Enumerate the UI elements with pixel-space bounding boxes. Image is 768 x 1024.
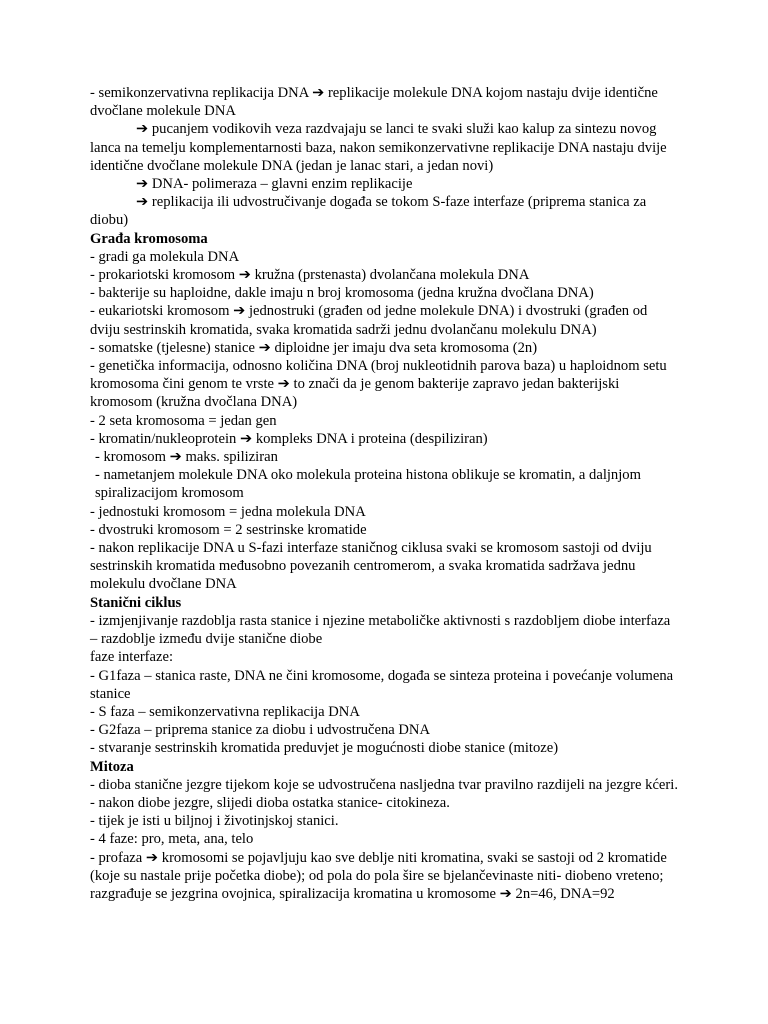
paragraph: - stvaranje sestrinskih kromatida preduvjet je mogućnosti diobe stanice (mitoze): [90, 740, 559, 757]
paragraph: - dioba stanične jezgre tijekom koje se udvostručena nasljedna tvar pravilno razdijeli na jezgre kćeri.: [90, 776, 678, 793]
paragraph: ➔ pucanjem vodikovih veza razdvajaju se lanci te svaki služi kao kalup za sintezu novog lanca na temelju komplementarnosti baza, nakon semikonzervativne replikacije DNA nastaju dvije identične dvočlane molekule DNA (jedan je lanac stari, a jedan novi): [90, 121, 667, 174]
section-heading: Stanični ciklus: [90, 594, 182, 611]
paragraph: - 4 faze: pro, meta, ana, telo: [90, 831, 254, 848]
paragraph: - S faza – semikonzervativna replikacija DNA: [90, 703, 360, 720]
paragraph: ➔ replikacija ili udvostručivanje događa se tokom S-faze interfaze (priprema stanica za diobu): [90, 194, 647, 229]
paragraph: - genetička informacija, odnosno količina DNA (broj nukleotidnih parova baza) u haploidnom setu kromosoma čini genom te vrste ➔ to znači da je genom bakterije zapravo jedan bakterijski kromosom (kružna dvočlana DNA): [90, 358, 667, 411]
paragraph: - jednostuki kromosom = jedna molekula DNA: [90, 503, 366, 520]
document-page: [90, 84, 680, 903]
section-heading: Mitoza: [90, 758, 134, 775]
paragraph: - eukariotski kromosom ➔ jednostruki (građen od jedne molekule DNA) i dvostruki (građen od dviju sestrinskih kromatida, svaka kromatida sadrži jednu dvolančanu molekulu DNA): [90, 303, 648, 338]
paragraph: - prokariotski kromosom ➔ kružna (prstenasta) dvolančana molekula DNA: [90, 267, 530, 284]
paragraph: - izmjenjivanje razdoblja rasta stanice i njezine metaboličke aktivnosti s razdobljem diobe interfaza – razdoblje između dvije stanične diobe: [90, 612, 671, 648]
paragraph: - kromatin/nukleoprotein ➔ kompleks DNA i proteina (despiliziran): [90, 430, 488, 447]
paragraph: - semikonzervativna replikacija DNA ➔ replikacije molekule DNA kojom nastaju dvije identične dvočlane molekule DNA: [90, 85, 658, 120]
section-heading: Građa kromosoma: [90, 230, 208, 247]
paragraph: - tijek je isti u biljnoj i životinjskoj stanici.: [90, 813, 339, 830]
paragraph: ➔ DNA- polimeraza – glavni enzim replikacije: [136, 176, 413, 193]
paragraph: - G2faza – priprema stanice za diobu i udvostručena DNA: [90, 722, 430, 739]
paragraph: - bakterije su haploidne, dakle imaju n broj kromosoma (jedna kružna dvočlana DNA): [90, 285, 594, 302]
paragraph: - kromosom ➔ maks. spiliziran: [95, 449, 278, 466]
paragraph: - nakon replikacije DNA u S-fazi interfaze staničnog ciklusa svaki se kromosom sastoji od dviju sestrinskih kromatida međusobno povezanih centromerom, a svaka kromatida sadržava jednu molekulu dvočlane DNA: [90, 540, 652, 593]
paragraph: - nakon diobe jezgre, slijedi dioba ostatka stanice- citokineza.: [90, 794, 450, 811]
paragraph: - G1faza – stanica raste, DNA ne čini kromosome, događa se sinteza proteina i povećanje volumena stanice: [90, 667, 674, 702]
paragraph: - nametanjem molekule DNA oko molekula proteina histona oblikuje se kromatin, a daljnjom spiralizacijom kromosom: [95, 467, 641, 502]
paragraph: - dvostruki kromosom = 2 sestrinske kromatide: [90, 521, 367, 538]
paragraph: faze interfaze:: [90, 649, 174, 666]
paragraph: - somatske (tjelesne) stanice ➔ diploidne jer imaju dva seta kromosoma (2n): [90, 339, 538, 356]
paragraph: - 2 seta kromosoma = jedan gen: [90, 412, 277, 429]
paragraph: - gradi ga molekula DNA: [90, 248, 240, 265]
paragraph: - profaza ➔ kromosomi se pojavljuju kao sve deblje niti kromatina, svaki se sastoji od 2 kromatide (koje su nastale prije početka diobe); od pola do pola šire se bjelančevinaste niti- diobeno vreteno; razgrađuje se jezgrina ovojnica, spiralizacija kromatina u kromosome ➔ 2n=46, DNA=92: [90, 849, 667, 902]
